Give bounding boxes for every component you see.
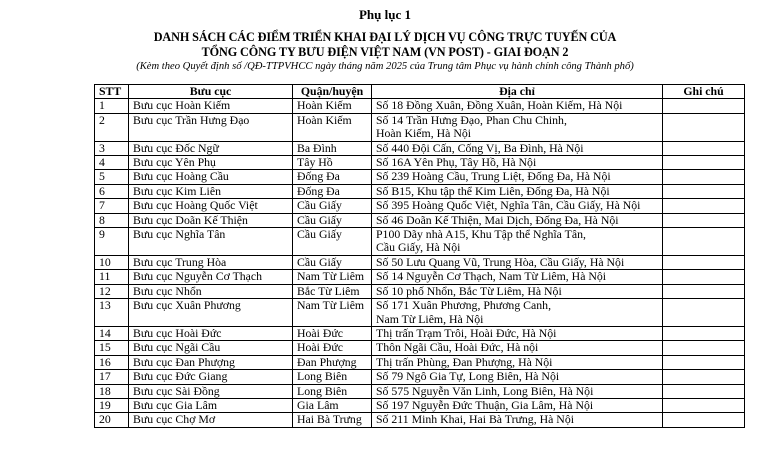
district-cell: Ba Đình bbox=[293, 141, 372, 155]
stt-cell: 10 bbox=[95, 255, 129, 269]
stt-cell: 11 bbox=[95, 270, 129, 284]
post-office-name-cell: Bưu cục Hoài Đức bbox=[129, 326, 293, 340]
district-cell: Đống Đa bbox=[293, 170, 372, 184]
stt-cell: 6 bbox=[95, 184, 129, 198]
district-cell: Cầu Giấy bbox=[293, 213, 372, 227]
table-row bbox=[95, 113, 745, 141]
district-cell: Hoài Đức bbox=[293, 326, 372, 340]
district-cell: Hoài Đức bbox=[293, 341, 372, 355]
post-office-name-cell: Bưu cục Đức Giang bbox=[129, 370, 293, 384]
stt-cell: 12 bbox=[95, 284, 129, 298]
address-cell bbox=[372, 156, 663, 170]
post-office-name-cell: Bưu cục Doãn Kế Thiện bbox=[129, 213, 293, 227]
note-cell bbox=[663, 156, 745, 170]
stt-cell: 18 bbox=[95, 384, 129, 398]
address-cell bbox=[372, 384, 663, 398]
table-row bbox=[95, 398, 745, 412]
table-row bbox=[95, 199, 745, 213]
note-cell bbox=[663, 398, 745, 412]
note-cell bbox=[663, 413, 745, 427]
address-line: Số 395 Hoàng Quốc Việt, Nghĩa Tân, Cầu Giấy, Hà Nội bbox=[376, 198, 641, 213]
address-cell bbox=[372, 398, 663, 412]
table-row bbox=[95, 270, 745, 284]
note-cell bbox=[663, 199, 745, 213]
district-cell: Hai Bà Trưng bbox=[293, 413, 372, 427]
stt-cell: 9 bbox=[95, 228, 129, 256]
address-cell bbox=[372, 326, 663, 340]
address-line: Số 18 Đồng Xuân, Đồng Xuân, Hoàn Kiếm, Hà Nội bbox=[376, 98, 623, 113]
post-office-name-cell: Bưu cục Sài Đồng bbox=[129, 384, 293, 398]
post-office-name-cell: Bưu cục Đan Phượng bbox=[129, 355, 293, 369]
stt-cell: 16 bbox=[95, 355, 129, 369]
district-cell: Long Biên bbox=[293, 370, 372, 384]
district-cell: Cầu Giấy bbox=[293, 228, 372, 256]
table-header-row bbox=[95, 85, 745, 99]
address-cell bbox=[372, 213, 663, 227]
note-cell bbox=[663, 341, 745, 355]
note-cell bbox=[663, 184, 745, 198]
address-line: Số 171 Xuân Phương, Phương Canh, bbox=[376, 298, 552, 313]
post-office-name-cell: Bưu cục Chợ Mơ bbox=[129, 413, 293, 427]
column-header-district: Quận/huyện bbox=[293, 85, 372, 99]
post-office-name-cell: Bưu cục Trần Hưng Đạo bbox=[129, 113, 293, 141]
address-cell bbox=[372, 255, 663, 269]
stt-cell: 14 bbox=[95, 326, 129, 340]
address-cell bbox=[372, 228, 663, 256]
address-line: Số 50 Lưu Quang Vũ, Trung Hòa, Cầu Giấy, Hà Nội bbox=[376, 255, 625, 269]
address-line: Số 14 Nguyễn Cơ Thạch, Nam Từ Liêm, Hà Nội bbox=[376, 269, 607, 284]
address-cell bbox=[372, 370, 663, 384]
address-line: Số 197 Nguyễn Đức Thuận, Gia Lâm, Hà Nội bbox=[376, 398, 594, 412]
note-cell bbox=[663, 370, 745, 384]
district-cell: Nam Từ Liêm bbox=[293, 270, 372, 284]
district-cell: Đống Đa bbox=[293, 184, 372, 198]
address-line: Thị trấn Trạm Trôi, Hoài Đức, Hà Nội bbox=[376, 326, 557, 340]
address-cell bbox=[372, 413, 663, 427]
stt-cell: 1 bbox=[95, 99, 129, 113]
note-cell bbox=[663, 228, 745, 256]
stt-cell: 20 bbox=[95, 413, 129, 427]
stt-cell: 7 bbox=[95, 199, 129, 213]
table-row bbox=[95, 326, 745, 340]
note-cell bbox=[663, 113, 745, 141]
document-note: (Kèm theo Quyết định số /QĐ-TTPVHCC ngày tháng năm 2025 của Trung tâm Phục vụ hành chính công Thành phố) bbox=[136, 61, 634, 72]
post-office-name-cell: Bưu cục Trung Hòa bbox=[129, 255, 293, 269]
address-line: Hoàn Kiếm, Hà Nội bbox=[376, 126, 472, 141]
post-office-name-cell: Bưu cục Xuân Phương bbox=[129, 299, 293, 327]
note-cell bbox=[663, 270, 745, 284]
table-row bbox=[95, 355, 745, 369]
note-cell bbox=[663, 384, 745, 398]
address-cell bbox=[372, 299, 663, 327]
column-header-post-office: Bưu cục bbox=[129, 85, 293, 99]
post-office-name-cell: Bưu cục Đốc Ngữ bbox=[129, 141, 293, 155]
address-cell bbox=[372, 113, 663, 141]
column-header-stt: STT bbox=[95, 85, 129, 99]
note-cell bbox=[663, 170, 745, 184]
table-row bbox=[95, 284, 745, 298]
address-line: Số 79 Ngô Gia Tự, Long Biên, Hà Nội bbox=[376, 369, 560, 384]
table-row bbox=[95, 228, 745, 256]
appendix-label: Phụ lục 1 bbox=[358, 7, 411, 22]
address-line: Thị trấn Phùng, Đan Phượng, Hà Nội bbox=[376, 355, 553, 369]
stt-cell: 2 bbox=[95, 113, 129, 141]
post-office-name-cell: Bưu cục Nguyễn Cơ Thạch bbox=[129, 270, 293, 284]
address-line: Cầu Giấy, Hà Nội bbox=[376, 240, 461, 255]
post-office-name-cell: Bưu cục Ngãi Cầu bbox=[129, 341, 293, 355]
note-cell bbox=[663, 141, 745, 155]
note-cell bbox=[663, 213, 745, 227]
stt-cell: 19 bbox=[95, 398, 129, 412]
post-office-name-cell: Bưu cục Yên Phụ bbox=[129, 156, 293, 170]
note-cell bbox=[663, 255, 745, 269]
stt-cell: 4 bbox=[95, 156, 129, 170]
stt-cell: 13 bbox=[95, 299, 129, 327]
table-row bbox=[95, 170, 745, 184]
post-office-name-cell: Bưu cục Gia Lâm bbox=[129, 398, 293, 412]
note-cell bbox=[663, 299, 745, 327]
address-line: Số 239 Hoàng Cầu, Trung Liệt, Đống Đa, Hà Nội bbox=[376, 169, 611, 184]
district-cell: Tây Hồ bbox=[293, 156, 372, 170]
address-line: P100 Dãy nhà A15, Khu Tập thể Nghĩa Tân, bbox=[376, 227, 586, 242]
address-cell bbox=[372, 199, 663, 213]
post-office-name-cell: Bưu cục Nhổn bbox=[129, 284, 293, 298]
document-title-line-2: TỔNG CÔNG TY BƯU ĐIỆN VIỆT NAM (VN POST) - GIAI ĐOẠN 2 bbox=[201, 45, 569, 59]
table-row bbox=[95, 384, 745, 398]
post-office-table bbox=[94, 84, 745, 428]
district-cell: Bắc Từ Liêm bbox=[293, 284, 372, 298]
stt-cell: 3 bbox=[95, 141, 129, 155]
table-row bbox=[95, 213, 745, 227]
table-row bbox=[95, 370, 745, 384]
table-row bbox=[95, 299, 745, 327]
document-title-line-1: DANH SÁCH CÁC ĐIỂM TRIỂN KHAI ĐẠI LÝ DỊCH VỤ CÔNG TRỰC TUYẾN CỦA bbox=[153, 30, 617, 44]
address-cell bbox=[372, 341, 663, 355]
post-office-name-cell: Bưu cục Hoàng Quốc Việt bbox=[129, 199, 293, 213]
table-row bbox=[95, 99, 745, 113]
address-line: Số 46 Doãn Kế Thiện, Mai Dịch, Đống Đa, Hà Nội bbox=[376, 213, 619, 227]
note-cell bbox=[663, 99, 745, 113]
address-cell bbox=[372, 170, 663, 184]
address-line: Số B15, Khu tập thể Kim Liên, Đống Đa, Hà Nội bbox=[376, 184, 610, 198]
address-line: Số 440 Đội Cấn, Cống Vị, Ba Đình, Hà Nội bbox=[376, 141, 584, 155]
table-row bbox=[95, 341, 745, 355]
district-cell: Đan Phượng bbox=[293, 355, 372, 369]
district-cell: Long Biên bbox=[293, 384, 372, 398]
note-cell bbox=[663, 284, 745, 298]
table-row bbox=[95, 184, 745, 198]
stt-cell: 5 bbox=[95, 170, 129, 184]
post-office-name-cell: Bưu cục Hoàn Kiếm bbox=[129, 99, 293, 113]
address-cell bbox=[372, 284, 663, 298]
address-line: Thôn Ngãi Cầu, Hoài Đức, Hà nội bbox=[376, 340, 539, 355]
post-office-name-cell: Bưu cục Kim Liên bbox=[129, 184, 293, 198]
address-line: Nam Từ Liêm, Hà Nội bbox=[376, 311, 484, 326]
address-line: Số 575 Nguyễn Văn Linh, Long Biên, Hà Nội bbox=[376, 384, 594, 398]
address-line: Số 16A Yên Phụ, Tây Hồ, Hà Nội bbox=[376, 155, 537, 170]
note-cell bbox=[663, 326, 745, 340]
address-cell bbox=[372, 99, 663, 113]
table-row bbox=[95, 141, 745, 155]
district-cell: Hoàn Kiếm bbox=[293, 113, 372, 141]
address-cell bbox=[372, 184, 663, 198]
address-cell bbox=[372, 141, 663, 155]
table-row bbox=[95, 156, 745, 170]
note-cell bbox=[663, 355, 745, 369]
address-line: Số 14 Trần Hưng Đạo, Phan Chu Chinh, bbox=[376, 113, 567, 127]
district-cell: Gia Lâm bbox=[293, 398, 372, 412]
post-office-name-cell: Bưu cục Nghĩa Tân bbox=[129, 228, 293, 256]
district-cell: Cầu Giấy bbox=[293, 255, 372, 269]
stt-cell: 17 bbox=[95, 370, 129, 384]
column-header-address: Địa chỉ bbox=[372, 85, 663, 99]
table-row bbox=[95, 255, 745, 269]
address-line: Số 10 phố Nhổn, Bắc Từ Liêm, Hà Nội bbox=[376, 284, 562, 298]
district-cell: Hoàn Kiếm bbox=[293, 99, 372, 113]
address-line: Số 211 Minh Khai, Hai Bà Trưng, Hà Nội bbox=[376, 412, 574, 427]
column-header-note: Ghi chú bbox=[663, 85, 745, 99]
district-cell: Cầu Giấy bbox=[293, 199, 372, 213]
post-office-name-cell: Bưu cục Hoàng Cầu bbox=[129, 170, 293, 184]
table-row bbox=[95, 413, 745, 427]
district-cell: Nam Từ Liêm bbox=[293, 299, 372, 327]
address-cell bbox=[372, 270, 663, 284]
stt-cell: 15 bbox=[95, 341, 129, 355]
address-cell bbox=[372, 355, 663, 369]
stt-cell: 8 bbox=[95, 213, 129, 227]
